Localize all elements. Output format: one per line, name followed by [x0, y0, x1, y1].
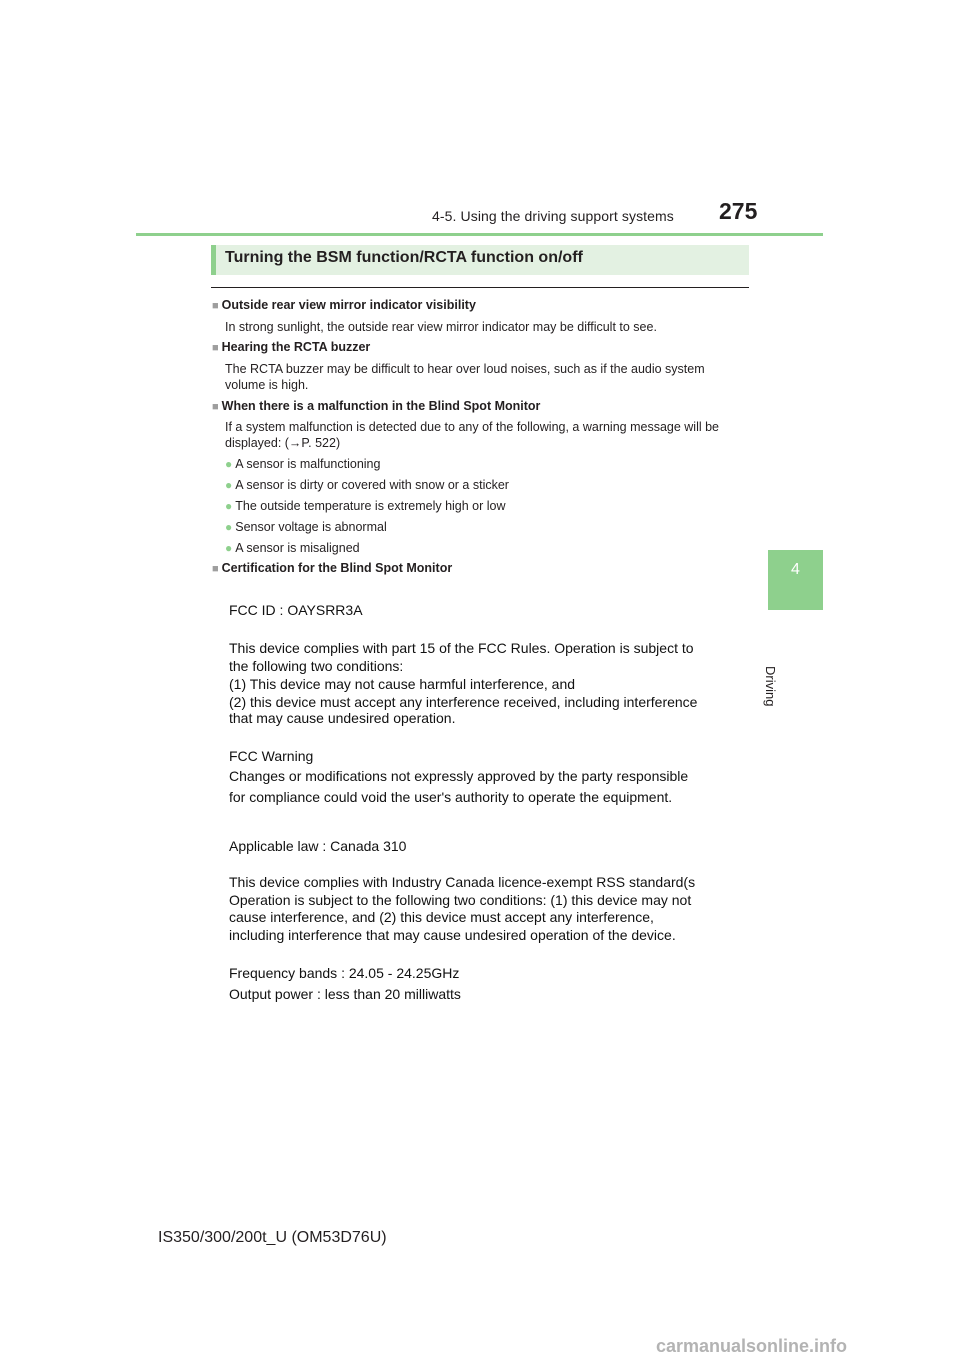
- fcc-statement-line: (2) this device must accept any interference received, including interference: [229, 694, 698, 710]
- square-bullet-icon: ■: [212, 401, 219, 413]
- notes-divider: [211, 287, 749, 288]
- list-item: ● The outside temperature is extremely high or low: [225, 499, 506, 513]
- square-bullet-icon: ■: [212, 342, 219, 354]
- applicable-law: Applicable law : Canada 310: [229, 838, 407, 854]
- chapter-tab: [768, 550, 823, 610]
- canada-statement-line: cause interference, and (2) this device must accept any interference,: [229, 909, 654, 925]
- canada-statement-line: including interference that may cause undesired operation of the device.: [229, 927, 676, 943]
- fcc-warning-line: Changes or modifications not expressly approved by the party responsible: [229, 768, 689, 784]
- list-item: ● A sensor is misaligned: [225, 541, 360, 555]
- model-footer: IS350/300/200t_U (OM53D76U): [158, 1229, 387, 1246]
- square-bullet-icon: ■: [212, 563, 219, 575]
- section-heading: Turning the BSM function/RCTA function on/off: [225, 249, 583, 266]
- round-bullet-icon: ●: [225, 541, 233, 555]
- header-divider: [136, 233, 823, 236]
- canada-statement-line: Operation is subject to the following two conditions: (1) this device may not: [229, 892, 692, 908]
- note-title: ■ Hearing the RCTA buzzer: [212, 340, 371, 354]
- fcc-warning-title: FCC Warning: [229, 748, 314, 764]
- output-power: Output power : less than 20 milliwatts: [229, 986, 461, 1002]
- note-title: ■ Outside rear view mirror indicator visibility: [212, 298, 476, 312]
- page-number: 275: [719, 198, 758, 224]
- frequency-bands: Frequency bands : 24.05 - 24.25GHz: [229, 965, 460, 981]
- note-body: In strong sunlight, the outside rear view mirror indicator may be difficult to see.: [225, 320, 657, 334]
- chapter-tab-number: 4: [791, 561, 800, 578]
- running-header-section: 4-5. Using the driving support systems: [432, 208, 674, 224]
- fcc-warning-line: for compliance could void the user's authority to operate the equipment.: [229, 789, 673, 805]
- note-body: If a system malfunction is detected due to any of the following, a warning message will be displayed: (→P. 522): [225, 420, 720, 450]
- chapter-tab-label: Driving: [763, 666, 778, 707]
- list-item: ● A sensor is dirty or covered with snow or a sticker: [225, 478, 509, 492]
- canada-statement-line: This device complies with Industry Canada licence-exempt RSS standard(s: [229, 874, 696, 890]
- square-bullet-icon: ■: [212, 300, 219, 312]
- note-title: ■ When there is a malfunction in the Blind Spot Monitor: [212, 399, 541, 413]
- round-bullet-icon: ●: [225, 457, 233, 471]
- note-body: The RCTA buzzer may be difficult to hear over loud noises, such as if the audio system volume is high.: [225, 362, 705, 392]
- round-bullet-icon: ●: [225, 478, 233, 492]
- list-item: ● A sensor is malfunctioning: [225, 457, 381, 471]
- fcc-statement-line: that may cause undesired operation.: [229, 710, 456, 726]
- fcc-id: FCC ID : OAYSRR3A: [229, 602, 363, 618]
- fcc-statement-line: the following two conditions:: [229, 658, 404, 674]
- round-bullet-icon: ●: [225, 520, 233, 534]
- fcc-statement-line: This device complies with part 15 of the FCC Rules. Operation is subject to: [229, 640, 694, 656]
- watermark: carmanualsonline.info: [656, 1336, 848, 1356]
- note-title: ■ Certification for the Blind Spot Monitor: [212, 561, 453, 575]
- fcc-statement-line: (1) This device may not cause harmful interference, and: [229, 676, 576, 692]
- round-bullet-icon: ●: [225, 499, 233, 513]
- list-item: ● Sensor voltage is abnormal: [225, 520, 387, 534]
